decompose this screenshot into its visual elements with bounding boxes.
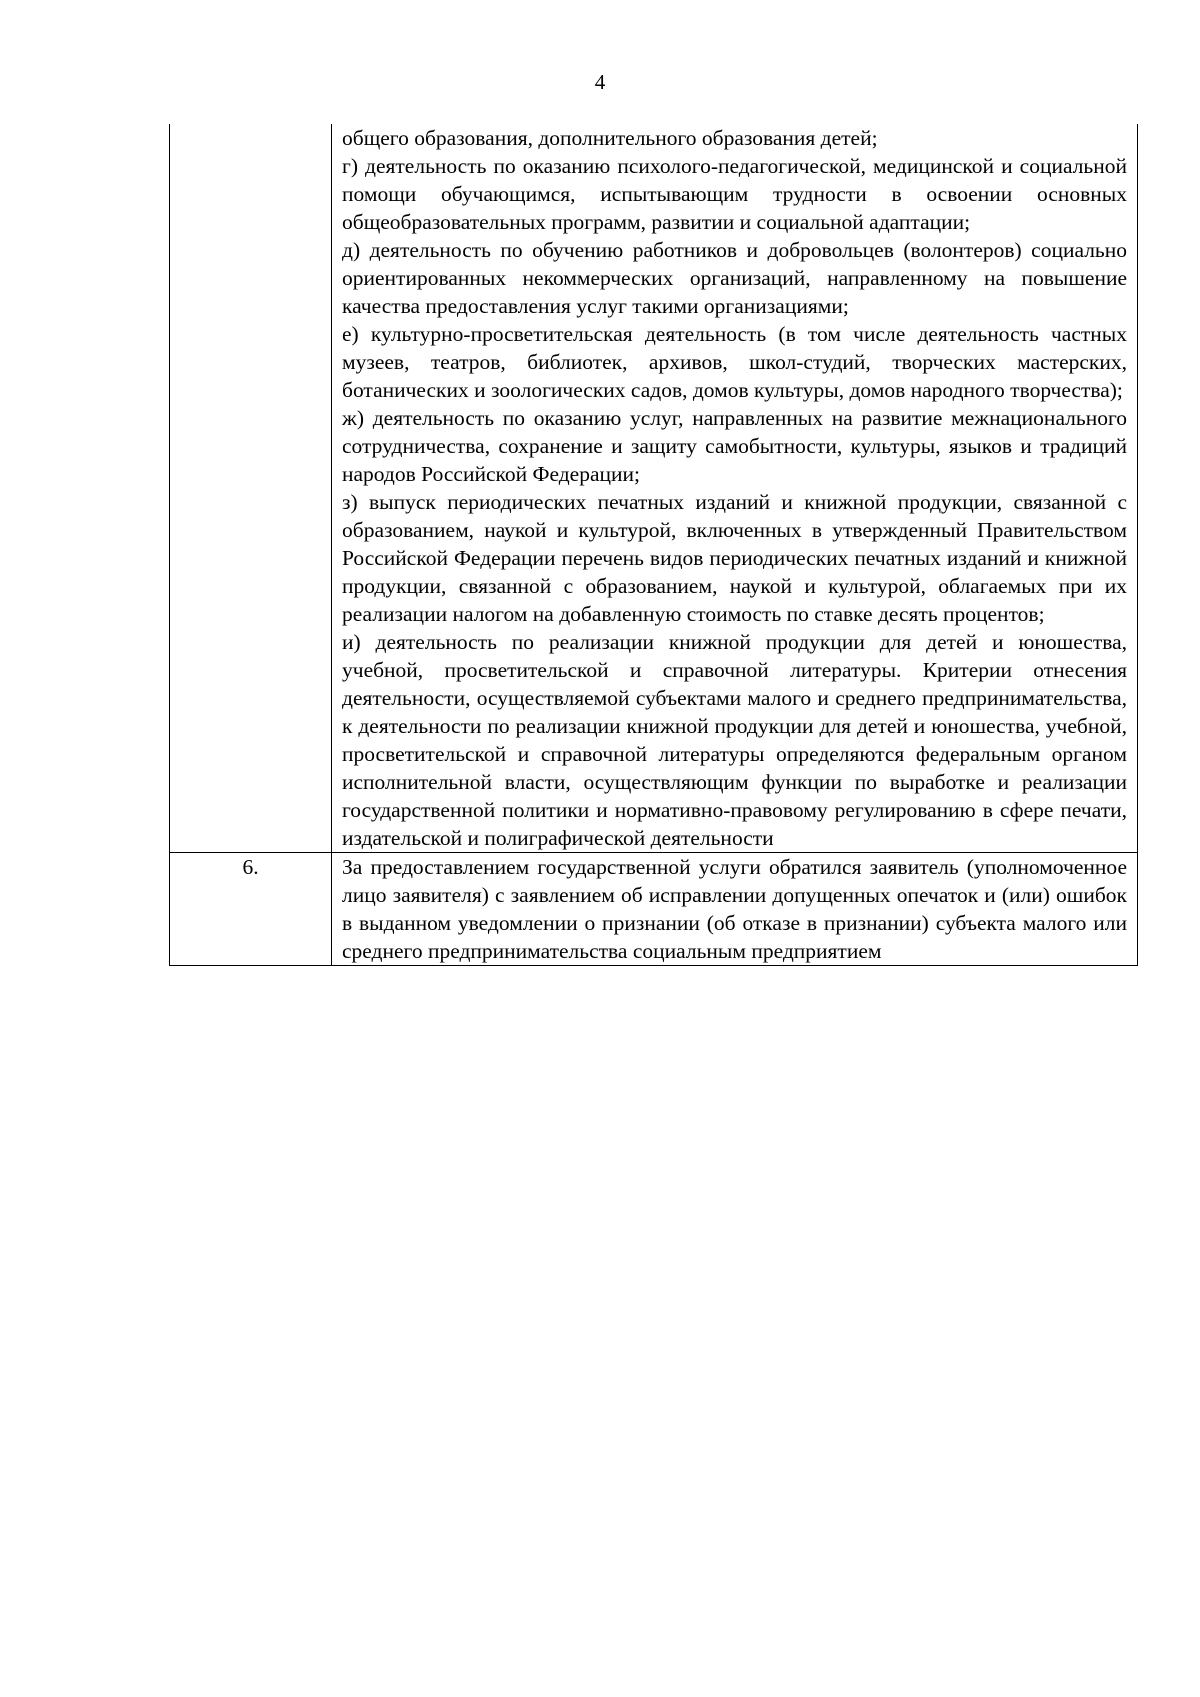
page-number: 4: [594, 70, 606, 94]
table-row: [170, 124, 1138, 853]
paragraph-continuation: общего образования, дополнительного образования детей;: [342, 126, 878, 150]
paragraph-item-zh: ж) деятельность по оказанию услуг, направленных на развитие межнационального сотрудничества, сохранение и защиту самобытности, культуры, языков и традиций народов Российской Федерации;: [342, 406, 1127, 486]
paragraph-item-g: г) деятельность по оказанию психолого-педагогической, медицинской и социальной помощи обучающимся, испытывающим трудности в освоении основных общеобразовательных программ, развитии и социальной адаптации;: [342, 154, 1127, 234]
row-number: 6.: [242, 855, 259, 879]
paragraph-item-d: д) деятельность по обучению работников и добровольцев (волонтеров) социально ориентированных некоммерческих организаций, направленному на повышение качества предоставления услуг такими организациями;: [342, 238, 1127, 318]
document-table: [169, 124, 1138, 966]
row-number-cell: [170, 853, 332, 966]
paragraph-item-z: з) выпуск периодических печатных изданий и книжной продукции, связанной с образованием, наукой и культурой, включенных в утвержденный Правительством Российской Федерации перечень видов периодических печатных изданий и книжной продукции, связанной с образованием, наукой и культурой, облагаемых при их реализации налогом на добавленную стоимость по ставке десять процентов;: [342, 490, 1127, 626]
row-text-cell: [332, 853, 1138, 966]
table-row: [170, 853, 1138, 966]
row-text-cell: [332, 124, 1138, 853]
paragraph-item-i: и) деятельность по реализации книжной продукции для детей и юношества, учебной, просветительской и справочной литературы. Критерии отнесения деятельности, осуществляемой субъектами малого и среднего предпринимательства, к деятельности по реализации книжной продукции для детей и юношества, учебной, просветительской и справочной литературы определяются федеральным органом исполнительной власти, осуществляющим функции по выработке и реализации государственной политики и нормативно-правовому регулированию в сфере печати, издательской и полиграфической деятельности: [342, 630, 1127, 850]
paragraph-item-e: е) культурно-просветительская деятельность (в том числе деятельность частных музеев, театров, библиотек, архивов, школ-студий, творческих мастерских, ботанических и зоологических садов, домов культуры, домов народного творчества);: [342, 322, 1127, 402]
paragraph-row-6: За предоставлением государственной услуги обратился заявитель (уполномоченное лицо заявителя) с заявлением об исправлении допущенных опечаток и (или) ошибок в выданном уведомлении о признании (об отказе в признании) субъекта малого или среднего предпринимательства социальным предприятием: [342, 855, 1127, 963]
row-number-cell: [170, 124, 332, 853]
